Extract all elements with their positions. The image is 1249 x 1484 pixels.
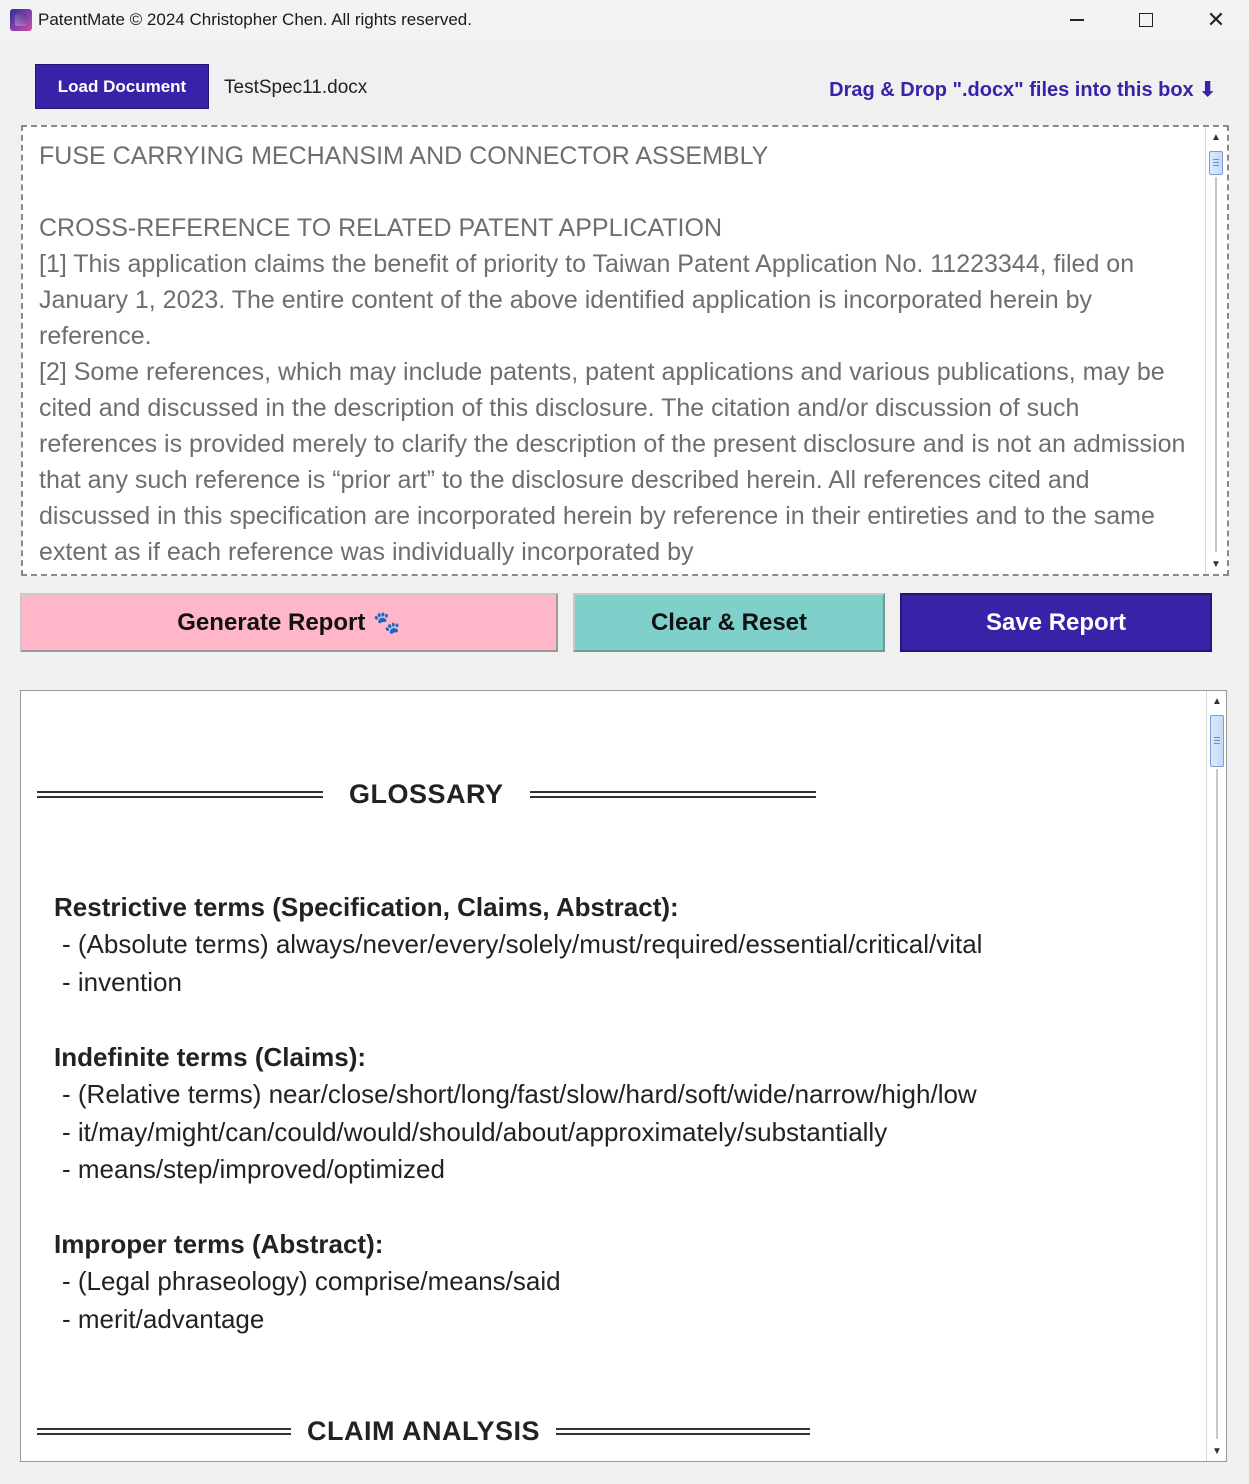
group-title: Improper terms (Abstract): bbox=[54, 1229, 384, 1259]
document-scrollbar[interactable] bbox=[1205, 127, 1225, 574]
glossary-title: GLOSSARY bbox=[349, 779, 504, 809]
divider bbox=[37, 791, 323, 798]
generate-report-label: Generate Report bbox=[177, 608, 366, 636]
restrictive-terms-group bbox=[54, 889, 982, 1001]
glossary-heading bbox=[37, 779, 816, 810]
close-icon: ✕ bbox=[1206, 7, 1226, 32]
load-document-button[interactable]: Load Document bbox=[35, 64, 209, 109]
drag-drop-hint: Drag & Drop ".docx" files into this box ⬇ bbox=[829, 79, 1216, 101]
list-item: - it/may/might/can/could/would/should/about/approximately/substantially bbox=[62, 1116, 888, 1147]
scroll-down-icon[interactable]: ▼ bbox=[1212, 1445, 1222, 1457]
minimize-button[interactable] bbox=[1042, 0, 1112, 40]
loaded-file-name: TestSpec11.docx bbox=[224, 77, 368, 98]
list-item: - (Absolute terms) always/never/every/solely/must/required/essential/critical/vital bbox=[62, 929, 983, 959]
divider bbox=[556, 1428, 810, 1435]
minimize-icon bbox=[1070, 19, 1084, 21]
app-logo-icon bbox=[10, 9, 32, 31]
list-item: - means/step/improved/optimized bbox=[62, 1154, 445, 1184]
report-scrollbar[interactable] bbox=[1206, 691, 1226, 1461]
document-drop-area[interactable] bbox=[21, 125, 1229, 576]
window-title: PatentMate © 2024 Christopher Chen. All rights reserved. bbox=[38, 10, 472, 29]
group-title: Indefinite terms (Claims): bbox=[54, 1042, 367, 1072]
scroll-up-icon[interactable]: ▲ bbox=[1211, 131, 1221, 143]
maximize-icon bbox=[1139, 13, 1153, 27]
list-item: - (Relative terms) near/close/short/long/fast/slow/hard/soft/wide/narrow/high/low bbox=[62, 1079, 977, 1109]
list-item: - (Legal phraseology) comprise/means/said bbox=[62, 1266, 561, 1296]
claim-analysis-title: CLAIM ANALYSIS bbox=[307, 1416, 541, 1446]
generate-report-button[interactable] bbox=[20, 593, 558, 652]
divider bbox=[530, 791, 816, 798]
claim-analysis-heading bbox=[37, 1416, 810, 1447]
divider bbox=[37, 1428, 291, 1435]
indefinite-terms-group bbox=[54, 1039, 977, 1189]
scroll-thumb[interactable] bbox=[1210, 715, 1224, 767]
list-item: - merit/advantage bbox=[62, 1303, 265, 1334]
group-title: Restrictive terms (Specification, Claims, Abstract): bbox=[54, 892, 679, 922]
list-item: - invention bbox=[62, 966, 182, 997]
scroll-down-icon[interactable]: ▼ bbox=[1211, 558, 1221, 570]
improper-terms-group bbox=[54, 1226, 561, 1338]
scroll-up-icon[interactable]: ▲ bbox=[1212, 695, 1222, 707]
save-report-button[interactable]: Save Report bbox=[900, 593, 1212, 652]
clear-reset-button[interactable]: Clear & Reset bbox=[573, 593, 885, 652]
title-bar bbox=[0, 0, 1249, 40]
maximize-button[interactable] bbox=[1111, 0, 1181, 40]
close-button[interactable] bbox=[1181, 0, 1249, 40]
report-output[interactable] bbox=[20, 690, 1227, 1462]
paw-icon: 🐾 bbox=[373, 609, 401, 635]
document-text[interactable]: FUSE CARRYING MECHANSIM AND CONNECTOR ASSEMBLY CROSS-REFERENCE TO RELATED PATENT APPLICATION [1] This application claims the benefit of priority to Taiwan Patent Application No. 11223344, filed on January 1, 2023. The entire content of the above identified application is incorporated herein by reference. [2] Some references, which may include patents, patent applications and various publications, may be cited and discussed in the description of this disclosure. The citation and/or discussion of such references is provided merely to clarify the description of the present disclosure and is not an admission that any such reference is “prior art” to the disclosure described herein. All references cited and discussed in this specification are incorporated herein by reference in their entireties and to the same extent as if each reference was individually incorporated by bbox=[39, 142, 1186, 566]
scroll-thumb[interactable] bbox=[1209, 151, 1223, 175]
